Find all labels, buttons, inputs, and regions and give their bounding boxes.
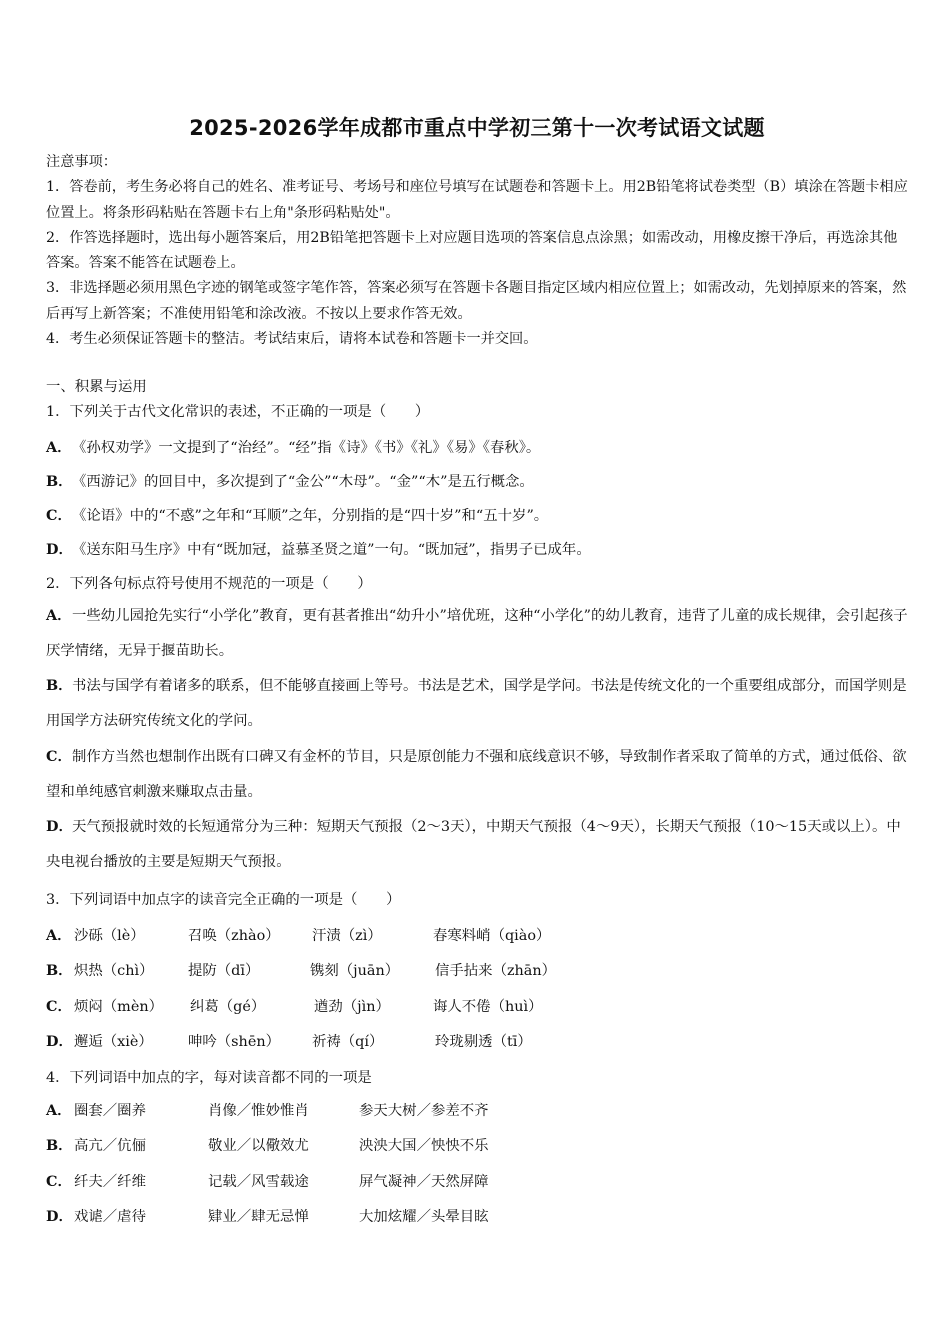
option-cell: 烦闷（mèn） bbox=[74, 999, 163, 1015]
option-text: 书法与国学有着诸多的联系，但不能够直接画上等号。书法是艺术，国学是学问。书法是传统文化的一个重要组成部分，而国学则是用国学方法研究传统文化的学问。 bbox=[46, 678, 907, 729]
option-cell: 纠葛（gé） bbox=[190, 999, 266, 1015]
option-cell: 炽热（chì） bbox=[74, 963, 154, 979]
option-cell: 召唤（zhào） bbox=[188, 928, 280, 944]
option-cell: 沙砾（lè） bbox=[74, 928, 145, 944]
option-cell: 邂逅（xiè） bbox=[74, 1034, 153, 1050]
option-label: A． bbox=[46, 439, 72, 456]
option-label: D． bbox=[46, 1033, 73, 1050]
option-cell: 敬业／以儆效尤 bbox=[208, 1138, 309, 1154]
option-label: C． bbox=[46, 748, 72, 765]
option-cell: 遒劲（jìn） bbox=[314, 999, 390, 1015]
option-cell: 诲人不倦（huì） bbox=[433, 999, 543, 1015]
notice-item: 2．作答选择题时，选出每小题答案后，用2B铅笔把答题卡上对应题目选项的答案信息点涂黑；如需改动，用橡皮擦干净后，再选涂其他答案。答案不能答在试题卷上。 bbox=[46, 229, 898, 272]
option-text: 天气预报就时效的长短通常分为三种：短期天气预报（2～3天），中期天气预报（4～9天），长期天气预报（10～15天或以上）。中央电视台播放的主要是短期天气预报。 bbox=[46, 819, 901, 870]
option-cell: 提防（dī） bbox=[188, 963, 260, 979]
option-label: C． bbox=[46, 1173, 72, 1190]
option-cell: 信手拈来（zhān） bbox=[435, 963, 557, 979]
option-text: 《孙权劝学》一文提到了“治经”。“经”指《诗》《书》《礼》《易》《春秋》。 bbox=[72, 440, 541, 456]
option-label: A． bbox=[46, 1102, 72, 1119]
option-text: 一些幼儿园抢先实行“小学化”教育，更有甚者推出“幼升小”培优班，这种“小学化”的幼儿教育，违背了儿童的成长规律，会引起孩子厌学情绪，无异于揠苗助长。 bbox=[46, 608, 908, 659]
page-title: 2025-2026学年成都市重点中学初三第十一次考试语文试题 bbox=[189, 116, 765, 140]
option-text: 制作方当然也想制作出既有口碑又有金杯的节目，只是原创能力不强和底线意识不够，导致制作者采取了简单的方式，通过低俗、欲望和单纯感官刺激来赚取点击量。 bbox=[46, 749, 907, 800]
option-label: B． bbox=[46, 677, 73, 694]
option-label: A． bbox=[46, 927, 72, 944]
option-label: D． bbox=[46, 818, 73, 835]
option-cell: 屏气凝神／天然屏障 bbox=[359, 1174, 489, 1190]
notice-item: 1．答卷前，考生务必将自己的姓名、准考证号、考场号和座位号填写在试题卷和答题卡上。用2B铅笔将试卷类型（B）填涂在答题卡相应位置上。将条形码粘贴在答题卡右上角"条形码粘贴处"。 bbox=[46, 179, 908, 221]
option-cell: 祈祷（qí） bbox=[312, 1034, 384, 1050]
notice-section bbox=[46, 150, 908, 352]
option-label: B． bbox=[46, 962, 73, 979]
option-row bbox=[46, 470, 908, 491]
option-label: A． bbox=[46, 607, 72, 624]
option-row bbox=[46, 504, 908, 525]
option-label: B． bbox=[46, 473, 73, 490]
option-label: B． bbox=[46, 1137, 73, 1154]
option-text: 《送东阳马生序》中有“既加冠，益慕圣贤之道”一句。“既加冠”，指男子已成年。 bbox=[72, 542, 591, 558]
option-cell: 高亢／伉俪 bbox=[74, 1138, 146, 1154]
option-row bbox=[46, 598, 908, 669]
option-row bbox=[46, 809, 908, 880]
option-label: C． bbox=[46, 507, 72, 524]
option-label: D． bbox=[46, 1208, 73, 1225]
option-label: C． bbox=[46, 998, 72, 1015]
notice-item: 3．非选择题必须用黑色字迹的钢笔或签字笔作答，答案必须写在答题卡各题目指定区域内相应位置上；如需改动，先划掉原来的答案，然后再写上新答案；不准使用铅笔和涂改液。不按以上要求作答无效。 bbox=[46, 280, 907, 322]
option-cell: 镌刻（juān） bbox=[310, 963, 400, 979]
option-row bbox=[46, 668, 908, 739]
option-cell: 戏谑／虐待 bbox=[74, 1209, 146, 1225]
option-row bbox=[46, 538, 908, 559]
option-cell: 玲珑剔透（tī） bbox=[435, 1034, 532, 1050]
option-cell: 纤夫／纤维 bbox=[74, 1174, 146, 1190]
option-cell: 大加炫耀／头晕目眩 bbox=[359, 1209, 489, 1225]
notice-item: 4．考生必须保证答题卡的整洁。考试结束后，请将本试卷和答题卡一并交回。 bbox=[46, 331, 538, 348]
option-cell: 春寒料峭（qiào） bbox=[433, 928, 551, 944]
option-row bbox=[46, 436, 908, 457]
question-stem: 2．下列各句标点符号使用不规范的一项是（ ） bbox=[46, 576, 372, 592]
section-heading: 一、积累与运用 bbox=[46, 379, 147, 395]
option-cell: 记载／风雪载途 bbox=[208, 1174, 309, 1190]
option-text: 《论语》中的“不惑”之年和“耳顺”之年，分别指的是“四十岁”和“五十岁”。 bbox=[72, 508, 549, 524]
option-cell: 肖像／惟妙惟肖 bbox=[208, 1103, 309, 1119]
option-row bbox=[46, 739, 908, 810]
option-cell: 肄业／肆无忌惮 bbox=[208, 1209, 309, 1225]
option-cell: 汗渍（zì） bbox=[312, 928, 382, 944]
option-cell: 呻吟（shēn） bbox=[188, 1034, 281, 1050]
question-stem: 1．下列关于古代文化常识的表述，不正确的一项是（ ） bbox=[46, 404, 430, 420]
option-cell: 参天大树／参差不齐 bbox=[359, 1103, 489, 1119]
option-cell: 圈套／圈养 bbox=[74, 1103, 146, 1119]
question-stem: 3．下列词语中加点字的读音完全正确的一项是（ ） bbox=[46, 892, 401, 908]
option-label: D． bbox=[46, 541, 73, 558]
option-cell: 泱泱大国／怏怏不乐 bbox=[359, 1138, 489, 1154]
option-text: 《西游记》的回目中，多次提到了“金公”“木母”。“金”“木”是五行概念。 bbox=[72, 474, 534, 490]
notice-heading: 注意事项： bbox=[46, 154, 117, 170]
question-stem: 4．下列词语中加点的字，每对读音都不同的一项是 bbox=[46, 1070, 372, 1086]
